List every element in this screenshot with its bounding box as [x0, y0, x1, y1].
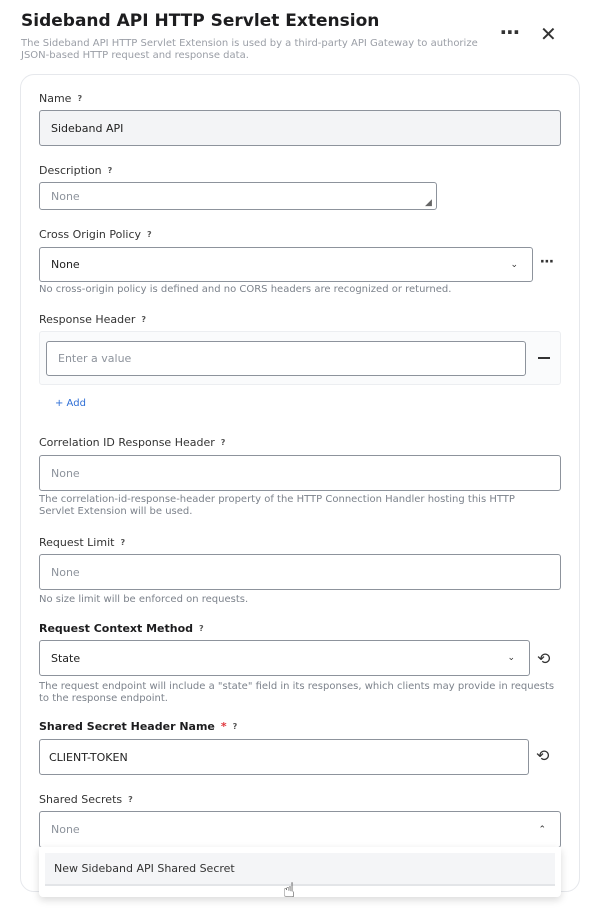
shared-secret-header-input[interactable]: CLIENT-TOKEN — [39, 739, 529, 775]
more-options-icon[interactable]: ⋯ — [500, 20, 520, 44]
resize-handle-icon[interactable]: ◢ — [425, 198, 432, 208]
description-label — [39, 164, 112, 177]
close-icon[interactable]: ✕ — [540, 22, 557, 46]
request-limit-input[interactable]: None — [39, 554, 561, 590]
label-text: Shared Secret Header Name — [39, 720, 215, 733]
label-text: Cross Origin Policy — [39, 228, 142, 241]
correlation-help: The correlation-id-response-header property of the HTTP Connection Handler hosting this HTTP Servlet Extension will be used. — [39, 494, 515, 517]
page-description: The Sideband API HTTP Servlet Extension is used by a third-party API Gateway to authorize JSON-based HTTP request and response data. — [21, 38, 478, 61]
help-icon[interactable]: ? — [77, 94, 83, 103]
response-header-input[interactable]: Enter a value — [46, 341, 526, 376]
shared-secrets-label — [39, 793, 133, 806]
cross-origin-label — [39, 228, 152, 241]
help-icon[interactable]: ? — [128, 795, 133, 804]
cross-origin-select[interactable] — [39, 247, 533, 282]
help-icon[interactable]: ? — [107, 166, 113, 175]
label-text: Response Header — [39, 313, 136, 326]
name-input[interactable]: Sideband API — [39, 110, 561, 146]
hand-cursor-icon: ☝ — [283, 878, 296, 902]
required-indicator: * — [220, 720, 227, 733]
label-text: Description — [39, 164, 102, 177]
add-response-header-link[interactable]: + Add — [55, 398, 86, 409]
shared-secrets-dropdown — [39, 847, 561, 897]
select-value: None — [51, 823, 80, 836]
select-value: State — [51, 651, 81, 665]
request-context-label — [39, 622, 204, 635]
help-icon[interactable]: ? — [220, 438, 226, 447]
request-limit-help: No size limit will be enforced on requests. — [39, 594, 249, 605]
response-header-label — [39, 313, 146, 326]
label-text: Shared Secrets — [39, 793, 123, 806]
reset-history-icon[interactable]: ⟲ — [537, 649, 551, 668]
correlation-label — [39, 436, 225, 449]
label-text: Name — [39, 92, 72, 105]
shared-secret-header-label — [39, 720, 237, 733]
remove-icon[interactable] — [538, 357, 550, 359]
request-limit-label — [39, 536, 125, 549]
label-text: Request Context Method — [39, 622, 194, 635]
help-icon[interactable]: ? — [199, 624, 204, 633]
help-icon[interactable]: ? — [147, 230, 152, 239]
reset-history-icon[interactable]: ⟲ — [536, 746, 550, 765]
help-icon[interactable]: ? — [120, 538, 126, 547]
chevron-down-icon: ⌄ — [510, 259, 518, 270]
shared-secrets-select[interactable] — [39, 811, 561, 848]
chevron-up-icon: ⌃ — [538, 824, 546, 835]
label-text: Request Limit — [39, 536, 115, 549]
label-text: Correlation ID Response Header — [39, 436, 215, 449]
cross-origin-help: No cross-origin policy is defined and no CORS headers are recognized or returned. — [39, 284, 452, 295]
description-textarea[interactable]: None — [39, 182, 437, 210]
request-context-select[interactable] — [39, 640, 530, 676]
chevron-down-icon: ⌄ — [507, 653, 515, 663]
page-title: Sideband API HTTP Servlet Extension — [21, 11, 380, 31]
name-label — [39, 92, 82, 105]
more-options-icon[interactable]: ⋯ — [540, 254, 554, 270]
select-value: None — [51, 258, 80, 271]
help-icon[interactable]: ? — [141, 315, 147, 324]
dropdown-option[interactable]: New Sideband API Shared Secret — [45, 853, 555, 886]
correlation-input[interactable]: None — [39, 455, 561, 491]
help-icon[interactable]: ? — [232, 722, 238, 731]
request-context-help: The request endpoint will include a "state" field in its responses, which clients may provide in requests to the response endpoint. — [39, 681, 555, 704]
